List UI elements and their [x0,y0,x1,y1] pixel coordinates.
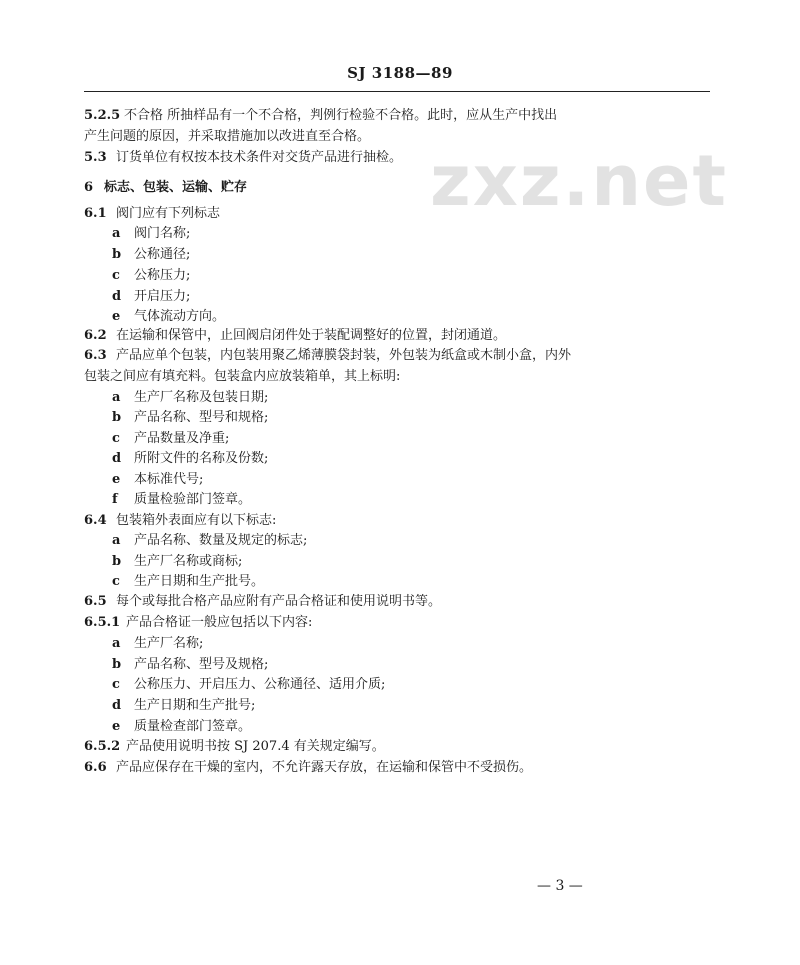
clause-number: 6.5 [84,594,107,609]
list-item: f 质量检验部门签章。 [112,492,252,507]
list-item: b 公称通径; [112,247,191,262]
clause-6-4 [84,513,276,529]
section-number: 6 [84,180,94,195]
clause-number: 6.2 [84,328,107,343]
list-item: e 本标准代号; [112,472,204,487]
clause-text: 包装箱外表面应有以下标志: [116,513,277,528]
header-rule [84,91,710,92]
clause-6-3 [84,348,571,364]
clause-text: 产品应单个包装，内包装用聚乙烯薄膜袋封装，外包装为纸盒或木制小盒，内外 [116,348,572,363]
list-item: b 产品名称、型号及规格; [112,657,269,672]
clause-number: 5.3 [84,150,107,165]
clause-6-5-1 [84,615,312,631]
section-6-heading [84,180,247,196]
page-number: — 3 — [537,878,583,894]
list-item: a 产品名称、数量及规定的标志; [112,533,308,548]
clause-text: 每个或每批合格产品应附有产品合格证和使用说明书等。 [116,594,442,609]
list-item: a 生产厂名称; [112,636,204,651]
clause-text: 阀门应有下列标志 [116,206,221,221]
clause-number: 6.5.2 [84,739,121,754]
clause-text: 订货单位有权按本技术条件对交货产品进行抽检。 [116,150,403,165]
list-item: a 阀门名称; [112,226,191,241]
clause-6-5 [84,594,441,610]
clause-text: 产品合格证一般应包括以下内容: [126,615,313,630]
list-item: d 所附文件的名称及份数; [112,451,269,466]
clause-text: 在运输和保管中，止回阀启闭件处于装配调整好的位置，封闭通道。 [116,328,507,343]
clause-6-5-2 [84,739,385,755]
list-item: d 生产日期和生产批号; [112,698,256,713]
clause-6-6 [84,760,532,776]
watermark: zxz.net [430,140,728,222]
clause-text: 产品使用说明书按 SJ 207.4 有关规定编写。 [126,739,385,754]
list-item: b 产品名称、型号和规格; [112,410,269,425]
list-item: e 气体流动方向。 [112,309,226,324]
clause-number: 6.1 [84,206,107,221]
list-item: e 质量检查部门签章。 [112,719,252,734]
list-item: c 生产日期和生产批号。 [112,574,265,589]
clause-5-2-5 [84,108,557,124]
clause-text: 不合格 所抽样品有一个不合格，判例行检验不合格。此时，应从生产中找出 [124,108,558,123]
clause-6-1 [84,206,220,222]
clause-6-2 [84,328,506,344]
standard-code-header: SJ 3188—89 [347,64,453,82]
clause-6-3-continued: 包装之间应有填充料。包装盒内应放装箱单，其上标明: [84,369,401,384]
list-item: a 生产厂名称及包装日期; [112,390,269,405]
section-title: 标志、包装、运输、贮存 [104,180,248,195]
list-item: c 公称压力; [112,268,191,283]
list-item: b 生产厂名称或商标; [112,554,243,569]
clause-number: 6.4 [84,513,107,528]
list-item: d 开启压力; [112,289,191,304]
clause-number: 6.5.1 [84,615,121,630]
clause-number: 6.3 [84,348,107,363]
clause-number: 5.2.5 [84,108,121,123]
list-item: c 产品数量及净重; [112,431,230,446]
clause-number: 6.6 [84,760,107,775]
clause-text: 产品应保存在干燥的室内，不允许露天存放，在运输和保管中不受损伤。 [116,760,533,775]
list-item: c 公称压力、开启压力、公称通径、适用介质; [112,677,386,692]
clause-5-3 [84,150,402,166]
clause-5-2-5-continued: 产生问题的原因，并采取措施加以改进直至合格。 [84,129,371,144]
